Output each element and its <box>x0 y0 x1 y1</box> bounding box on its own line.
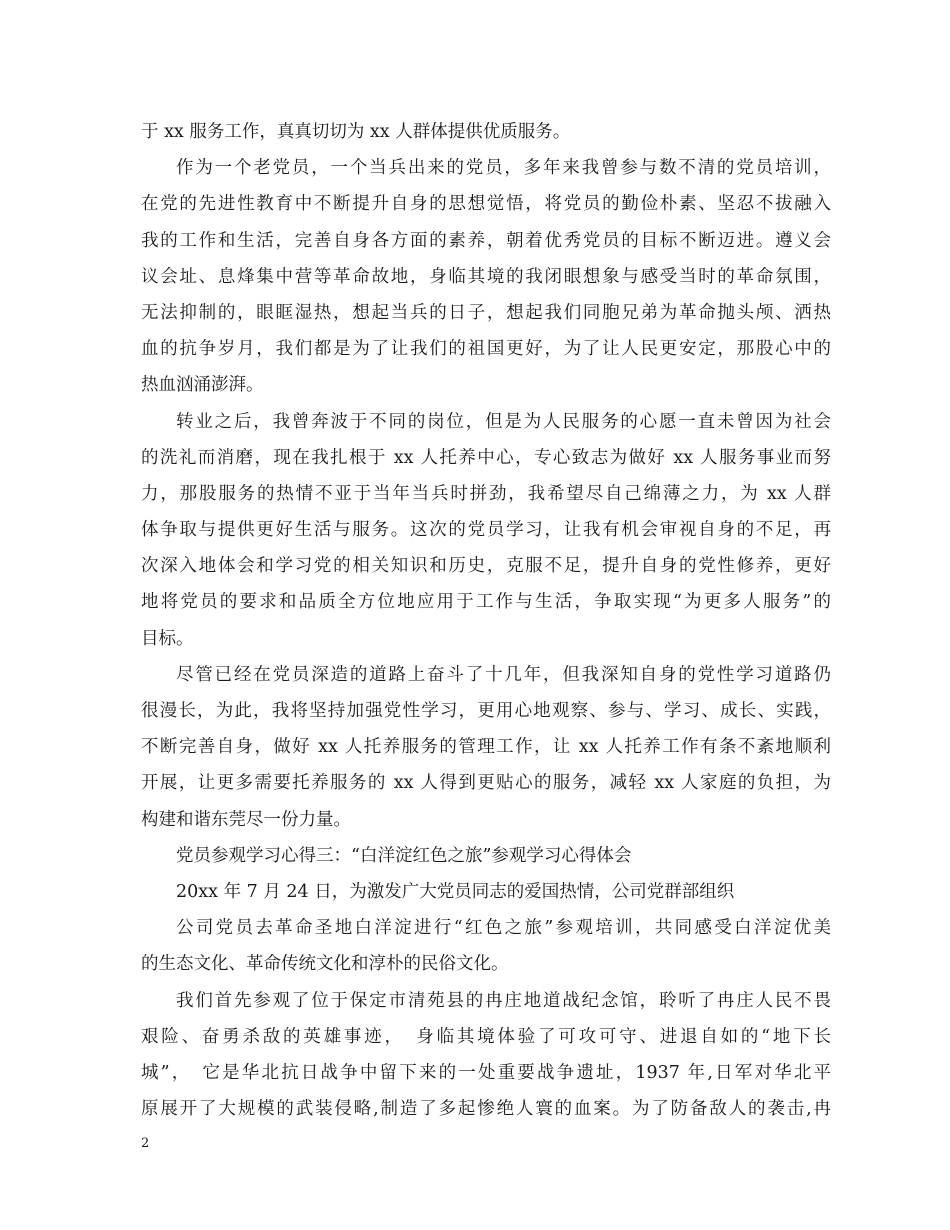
text-line: 很漫长，为此，我将坚持加强党性学习，更用心地观察、参与、学习、成长、实践， <box>141 701 831 721</box>
text-line: 公司党员去革命圣地白洋淀进行“红色之旅”参观培训，共同感受白洋淀优美 <box>176 918 831 939</box>
text-line: 在党的先进性教育中不断提升自身的思想觉悟，将党员的勤俭朴素、坚忍不拔融入 <box>141 194 831 215</box>
text-line: 艰险、奋勇杀敌的英雄事迹， 身临其境体验了可攻可守、进退自如的“地下长 <box>141 1026 831 1047</box>
page-number: 2 <box>141 1136 150 1151</box>
text-line: 热血汹涌澎湃。 <box>141 375 264 396</box>
text-line: 原展开了大规模的武装侵略,制造了多起惨绝人寰的血案。为了防备敌人的袭击,冉 <box>141 1099 831 1120</box>
text-line: 不断完善自身，做好 xx 人托养服务的管理工作，让 xx 人托养工作有条不紊地顺利 <box>141 737 831 758</box>
text-line: 血的抗争岁月，我们都是为了让我们的祖国更好，为了让人民更安定，那股心中的 <box>141 339 831 360</box>
text-line: 城”， 它是华北抗日战争中留下来的一处重要战争遗址，1937 年,日军对华北平 <box>141 1062 831 1083</box>
text-line: 无法抑制的，眼眶湿热，想起当兵的日子，想起我们同胞兄弟为革命抛头颅、洒热 <box>141 302 831 323</box>
text-line: 次深入地体会和学习党的相关知识和历史，克服不足，提升自身的党性修养，更好 <box>141 556 831 577</box>
text-line: 议会址、息烽集中营等革命故地，身临其境的我闭眼想象与感受当时的革命氛围， <box>141 266 831 287</box>
text-line: 20xx 年 7 月 24 日，为激发广大党员同志的爱国热情，公司党群部组织 <box>176 881 735 902</box>
text-line: 的生态文化、革命传统文化和淳朴的民俗文化。 <box>141 954 509 975</box>
text-line: 转业之后，我曾奔波于不同的岗位，但是为人民服务的心愿一直未曾因为社会 <box>176 411 831 432</box>
text-line: 地将党员的要求和品质全方位地应用于工作与生活，争取实现“为更多人服务”的 <box>141 592 831 613</box>
text-line: 尽管已经在党员深造的道路上奋斗了十几年，但我深知自身的党性学习道路仍 <box>176 664 831 685</box>
text-line: 党员参观学习心得三：“白洋淀红色之旅”参观学习心得体会 <box>176 845 632 866</box>
text-line: 于 xx 服务工作，真真切切为 xx 人群体提供优质服务。 <box>141 122 571 142</box>
text-line: 开展，让更多需要托养服务的 xx 人得到更贴心的服务，减轻 xx 人家庭的负担，为 <box>141 773 831 794</box>
text-line: 目标。 <box>141 628 194 649</box>
text-line: 力，那股服务的热情不亚于当年当兵时拼劲，我希望尽自己绵薄之力，为 xx 人群 <box>141 483 831 504</box>
document-body <box>141 114 831 1127</box>
text-line: 体争取与提供更好生活与服务。这次的党员学习，让我有机会审视自身的不足，再 <box>141 520 831 541</box>
text-line: 我们首先参观了位于保定市清苑县的冉庄地道战纪念馆，聆听了冉庄人民不畏 <box>176 990 831 1011</box>
text-line: 作为一个老党员，一个当兵出来的党员，多年来我曾参与数不清的党员培训， <box>176 158 831 179</box>
text-line: 的洗礼而消磨，现在我扎根于 xx 人托养中心，专心致志为做好 xx 人服务事业而努 <box>141 447 831 468</box>
text-line: 构建和谐东莞尽一份力量。 <box>141 809 351 830</box>
text-line: 我的工作和生活，完善自身各方面的素养，朝着优秀党员的目标不断迈进。遵义会 <box>141 230 831 251</box>
